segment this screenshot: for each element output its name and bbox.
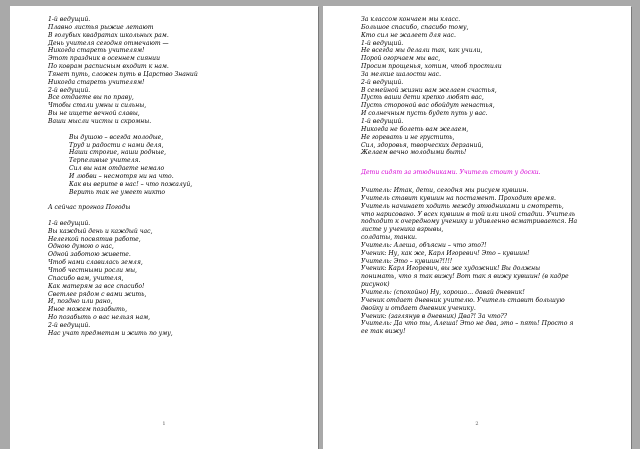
text-line: 1-й ведущий. xyxy=(48,16,91,23)
text-line: Как матерям за все спасибо! xyxy=(48,282,145,290)
text-line: Одною думою о нас, xyxy=(48,243,114,251)
poem-stanza xyxy=(48,134,300,197)
page-number: 2 xyxy=(475,421,479,427)
text-line: Никогда не болеть вам желаем, xyxy=(361,125,469,133)
text-line: Учитель: (спокойно) Ну, хорошо… давай дневник! xyxy=(361,289,525,296)
text-line: А сейчас прогноз Погоды xyxy=(48,204,131,212)
text-line: В голубых квадратах школьных рам. xyxy=(48,31,169,39)
text-block xyxy=(48,16,300,126)
text-line: солдаты, танки. xyxy=(361,234,417,242)
page-number: 1 xyxy=(162,421,166,427)
text-line: И, поздно или рано, xyxy=(48,298,113,306)
text-line: Учитель: Итак, дети, сегодня мы рисуем кувшин. xyxy=(361,187,529,195)
text-line: рисунок) xyxy=(361,281,390,289)
text-line: Как вы верите в нас! – что пожалуй, xyxy=(69,180,193,188)
text-line: 1-й ведущий. xyxy=(361,39,404,47)
text-block xyxy=(48,220,300,338)
page-1-text xyxy=(48,16,300,338)
text-line: Учитель: Это – кувшин?!!!! xyxy=(361,257,453,265)
text-line: Иное можем позабыть, xyxy=(48,306,128,314)
text-line: Ученик: Карл Игоревич, вы же художник! Вы должны xyxy=(361,265,541,273)
text-line: Верить так не умеет никто xyxy=(69,188,166,196)
text-line: Вы не ищете вечной славы, xyxy=(48,110,140,118)
text-line: Пусть ваши дети крепко любят вас, xyxy=(361,94,484,102)
text-line: Чтоб честными росли мы, xyxy=(48,267,137,274)
text-line: подходит к очередному ученику и удивленно всматривается. На xyxy=(361,218,578,226)
text-line: Пусть стороной вас обойдут ненастья, xyxy=(361,102,495,110)
text-line: В семейной жизни вам желаем счастья, xyxy=(361,86,497,94)
text-line: Не всегда мы делали так, как учили, xyxy=(361,47,483,55)
text-line: Сил, здоровья, творческих дерзаний, xyxy=(361,141,484,149)
text-line: 1-й ведущий. xyxy=(361,117,404,125)
text-line: понимать, что я так вижу! Вот так я вижу кувшин! (в кадре xyxy=(361,273,569,281)
text-line: Труд и радости с нами деля, xyxy=(69,141,164,149)
text-line: Учитель: Да что ты, Алеша! Это не два, это – пять! Просто я xyxy=(361,320,574,328)
text-line: Учитель ставит кувшин на постамент. Проходит время. xyxy=(361,194,556,202)
text-line: Желаем вечно молодыми быть! xyxy=(361,149,467,157)
blank-line xyxy=(48,212,300,220)
text-line: Ваши мысли чисты и скромны. xyxy=(48,117,152,125)
blank-line xyxy=(48,196,300,204)
text-line: Большое спасибо, спасибо тому, xyxy=(361,23,469,31)
text-block xyxy=(48,204,300,212)
text-line: листе у ученика взрывы, xyxy=(361,226,444,234)
text-line: Чтобы стали умны и сильны, xyxy=(48,102,147,110)
blank-line xyxy=(48,126,300,134)
text-line: Ученик: Ну, как же, Карл Игоревич! Это – кувшин! xyxy=(361,249,530,257)
text-line: 2-й ведущий. xyxy=(361,78,404,86)
text-line: 1-й ведущий. xyxy=(48,219,91,227)
text-line: За мелкие шалости нас. xyxy=(361,70,442,78)
text-line: Ученик отдает дневник учителю. Учитель ставит большую xyxy=(361,296,565,304)
text-line: По коврам расписным входит к нам. xyxy=(48,63,169,71)
text-line: Вы душою – всегда молодые, xyxy=(69,133,164,141)
text-line: За классом кончаем мы класс. xyxy=(361,16,461,23)
scene-block xyxy=(361,187,613,336)
document-page-1 xyxy=(10,6,318,449)
text-line: И солнечным пусть будет путь у вас. xyxy=(361,110,488,118)
text-line: Все отдаете вы по праву, xyxy=(48,94,134,102)
text-line: Порой огорчаем мы вас, xyxy=(361,55,441,63)
text-line: Светлее рядом с вами жить, xyxy=(48,290,147,298)
text-line: двойку и отдает дневник ученику. xyxy=(361,304,476,312)
text-line: ее так вижу! xyxy=(361,328,406,336)
text-line: День учителя сегодня отмечают — xyxy=(48,39,169,47)
document-page-2 xyxy=(323,6,631,449)
stage-direction: Дети сидят за этюдниками. Учитель стоит у доски. xyxy=(361,169,541,177)
text-line: Терпеливые учителя. xyxy=(69,157,141,165)
text-line: Наши строгие, наши родные, xyxy=(69,149,167,157)
text-line: 2-й ведущий. xyxy=(48,321,91,329)
text-line: 2-й ведущий. xyxy=(48,86,91,94)
text-line: Тянет путь, сложен путь в Царство Знаний xyxy=(48,70,198,78)
verse-block xyxy=(361,16,613,157)
text-line: Нас учат предметам и жить по уму, xyxy=(48,329,173,337)
text-line: Учитель начинает ходить между этюдниками и смотреть, xyxy=(361,202,564,210)
text-line: Плавно листья рыжие летают xyxy=(48,23,154,31)
text-line: Нелегкой посвятив работе, xyxy=(48,235,141,243)
page-2-text xyxy=(361,16,613,336)
text-line: Вы каждый день и каждый час, xyxy=(48,227,153,235)
text-line: Сил вы нам отдаете немало xyxy=(69,165,165,173)
text-line: Одной заботою живете. xyxy=(48,251,131,259)
text-line: Никогда стареть учителям! xyxy=(48,47,145,55)
text-line: Но позабыть о вас нельзя нам, xyxy=(48,314,151,322)
text-line: что нарисовано. У всех кувшин в той или иной стадии. Учитель xyxy=(361,210,576,218)
text-line: Кто сил не жалеет для нас. xyxy=(361,31,456,39)
text-line: Просим прощенья, хотим, чтоб простили xyxy=(361,63,502,71)
text-line: Чтоб нами славилась земля, xyxy=(48,259,143,267)
text-line: Спасибо вам, учителя, xyxy=(48,274,124,282)
text-line: Не горевать и не грустить, xyxy=(361,133,455,141)
text-line: И любви – несмотря ни на что. xyxy=(69,172,174,180)
text-line: Учитель: Алеша, объясни – что это?! xyxy=(361,241,487,249)
text-line: Никогда стареть учителям! xyxy=(48,78,145,86)
text-line: Этот праздник в осеннем сиянии xyxy=(48,55,161,63)
text-line: Ученик: (заглянув в дневник) Два?! За что?? xyxy=(361,312,508,320)
